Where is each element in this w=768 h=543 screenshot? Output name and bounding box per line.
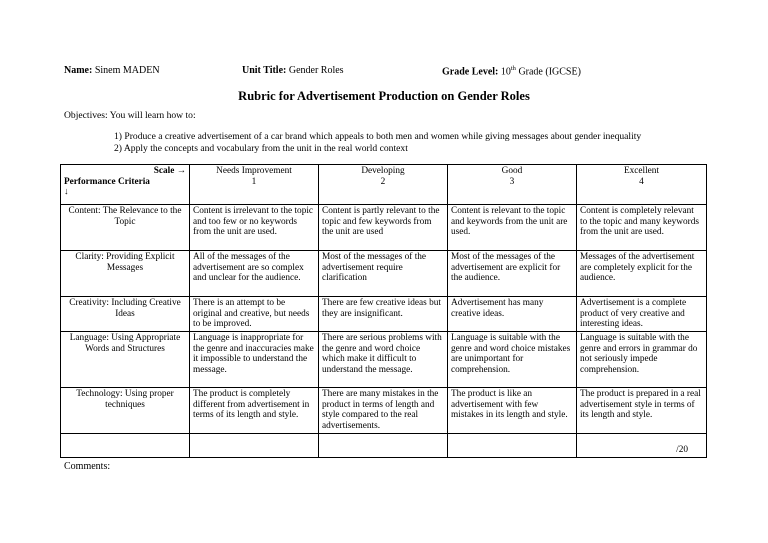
grade-number: 10 — [500, 66, 511, 78]
level-score: 3 — [509, 176, 515, 187]
total-score: /20 — [577, 434, 707, 458]
level-name: Needs Improvement — [216, 166, 292, 176]
rubric-cell: There are serious problems with the genre and word choice which make it difficult to understand the message. — [319, 332, 448, 388]
objective-item: 1) Produce a creative advertisement of a car brand which appeals to both men and women while giving messages about gender inequality — [114, 131, 642, 142]
criterion-cell: Technology: Using proper techniques — [61, 388, 190, 434]
grade-level-field — [442, 65, 581, 77]
unit-title-label: Unit Title: — [242, 65, 287, 76]
empty-cell — [448, 434, 577, 458]
document-title: Rubric for Advertisement Production on Gender Roles — [238, 89, 530, 103]
rubric-cell: Language is suitable with the genre and word choice mistakes are unimportant for comprehension. — [448, 332, 577, 388]
criterion-cell: Content: The Relevance to the Topic — [61, 205, 190, 251]
level-header-good — [448, 165, 577, 205]
level-header-excellent — [577, 165, 707, 205]
table-row — [61, 388, 707, 434]
performance-criteria-label: Performance Criteria — [64, 176, 150, 187]
grade-rest: Grade (IGCSE) — [518, 66, 581, 78]
rubric-cell: Most of the messages of the advertisement are explicit for the audience. — [448, 251, 577, 297]
rubric-cell: Content is irrelevant to the topic and too few or no keywords from the unit are used. — [190, 205, 319, 251]
table-row — [61, 251, 707, 297]
comments-label: Comments: — [64, 461, 111, 472]
scale-label: Scale → — [153, 166, 186, 176]
rubric-cell: Advertisement is a complete product of very creative and interesting ideas. — [577, 297, 707, 332]
rubric-cell: There is an attempt to be original and creative, but needs to be improved. — [190, 297, 319, 332]
rubric-cell: Content is relevant to the topic and keywords from the unit are used. — [448, 205, 577, 251]
total-row — [61, 434, 707, 458]
table-header-row — [61, 165, 707, 205]
name-label: Name: — [64, 65, 93, 76]
rubric-cell: Content is completely relevant to the topic and many keywords from the unit are used. — [577, 205, 707, 251]
objectives-list — [114, 131, 641, 155]
level-header-needs-improvement — [190, 165, 319, 205]
rubric-table — [60, 164, 707, 458]
level-name: Excellent — [623, 166, 660, 176]
name-field — [64, 65, 160, 76]
criterion-cell: Creativity: Including Creative Ideas — [61, 297, 190, 332]
rubric-cell: Language is inappropriate for the genre and inaccuracies make it impossible to understand the message. — [190, 332, 319, 388]
table-row — [61, 332, 707, 388]
down-arrow-icon: ↓ — [64, 187, 69, 198]
rubric-cell: Advertisement has many creative ideas. — [448, 297, 577, 332]
criterion-cell: Clarity: Providing Explicit Messages — [61, 251, 190, 297]
level-name: Developing — [361, 166, 405, 176]
criterion-cell: Language: Using Appropriate Words and Structures — [61, 332, 190, 388]
rubric-cell: All of the messages of the advertisement are so complex and unclear for the audience. — [190, 251, 319, 297]
rubric-cell: Messages of the advertisement are completely explicit for the audience. — [577, 251, 707, 297]
name-value: Sinem MADEN — [94, 65, 160, 76]
empty-cell — [61, 434, 190, 458]
level-score: 4 — [639, 176, 644, 187]
empty-cell — [190, 434, 319, 458]
objectives-intro: Objectives: You will learn how to: — [64, 110, 196, 121]
grade-level-label: Grade Level: — [442, 66, 499, 78]
table-row — [61, 205, 707, 251]
rubric-cell: The product is like an advertisement with few mistakes in its length and style. — [448, 388, 577, 434]
rubric-cell: Content is partly relevant to the topic and few keywords from the unit are used — [319, 205, 448, 251]
level-score: 2 — [380, 176, 386, 187]
level-score: 1 — [251, 176, 257, 187]
level-header-developing — [319, 165, 448, 205]
table-row — [61, 297, 707, 332]
rubric-cell: Most of the messages of the advertisement require clarification — [319, 251, 448, 297]
rubric-cell: There are many mistakes in the product in terms of length and style compared to the real advertisements. — [319, 388, 448, 434]
unit-title-field — [242, 65, 344, 76]
grade-suffix: th — [510, 65, 516, 72]
level-name: Good — [501, 166, 523, 176]
empty-cell — [319, 434, 448, 458]
rubric-cell: Language is suitable with the genre and errors in grammar do not seriously impede comprehension. — [577, 332, 707, 388]
rubric-cell: The product is prepared in a real advertisement style in terms of its length and style. — [577, 388, 707, 434]
scale-criteria-cell — [61, 165, 190, 205]
rubric-cell: The product is completely different from advertisement in terms of its length and style. — [190, 388, 319, 434]
objective-item: 2) Apply the concepts and vocabulary from the unit in the real world context — [114, 143, 408, 154]
rubric-cell: There are few creative ideas but they are insignificant. — [319, 297, 448, 332]
unit-title-value: Gender Roles — [288, 65, 344, 76]
